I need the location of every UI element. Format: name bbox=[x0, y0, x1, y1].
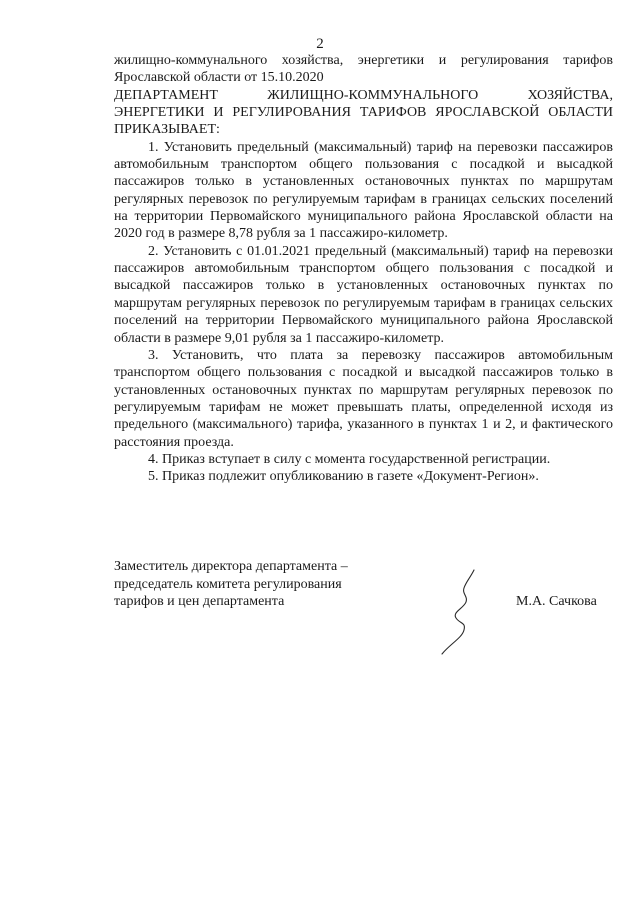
page-number: 2 bbox=[316, 36, 324, 52]
clause-5: 5. Приказ подлежит опубликованию в газете «Документ-Регион». bbox=[148, 469, 539, 485]
signatory-title-line: Заместитель директора департамента – bbox=[114, 559, 348, 574]
signer-name: М.А. Сачкова bbox=[516, 594, 597, 609]
clause-3: 3. Установить, что плата за перевозку пассажиров автомобильным транспортом общего пользования с посадкой и высадкой пассажиров только в установленных остановочных пунктах по маршрутам регулярных перевозок по регулируемым тарифам не может превышать платы, определенной исходя из предельного (максимального) тарифа, указанного в пунктах 1 и 2, и фактического расстояния проезда. bbox=[114, 347, 613, 450]
signatory-title bbox=[114, 558, 414, 611]
signatory-title-line: председатель комитета регулирования bbox=[114, 576, 342, 592]
clause-4: 4. Приказ вступает в силу с момента государственной регистрации. bbox=[148, 451, 551, 467]
signatory-title-line: тарифов и цен департамента bbox=[114, 594, 285, 609]
department-orders-heading: ДЕПАРТАМЕНТ ЖИЛИЩНО-КОММУНАЛЬНОГО ХОЗЯЙСТВА, ЭНЕРГЕТИКИ И РЕГУЛИРОВАНИЯ ТАРИФОВ ЯРОСЛАВСКОЙ ОБЛАСТИ ПРИКАЗЫВАЕТ: bbox=[114, 87, 613, 138]
decree-title-continuation: жилищно-коммунального хозяйства, энергетики и регулирования тарифов Ярославской области от 15.10.2020 bbox=[114, 53, 613, 86]
clause-1: 1. Установить предельный (максимальный) тариф на перевозки пассажиров автомобильным транспортом общего пользования с посадкой и высадкой пассажиров только в установленных остановочных пунктах по маршрутам регулярных перевозок по регулируемым тарифам в границах сельских поселений на территории Первомайского муниципального района Ярославской области на 2020 год в размере 8,78 рубля за 1 пассажиро-километр. bbox=[114, 139, 613, 242]
handwritten-signature bbox=[436, 568, 486, 656]
clause-2: 2. Установить с 01.01.2021 предельный (максимальный) тариф на перевозки пассажиров автомобильным транспортом общего пользования с посадкой и высадкой пассажиров только в установленных остановочных пунктах по маршрутам регулярных перевозок по регулируемым тарифам в границах сельских поселений на территории Первомайского муниципального района Ярославской области в размере 9,01 рубля за 1 пассажиро-километр. bbox=[114, 243, 613, 346]
document-body bbox=[114, 52, 613, 486]
